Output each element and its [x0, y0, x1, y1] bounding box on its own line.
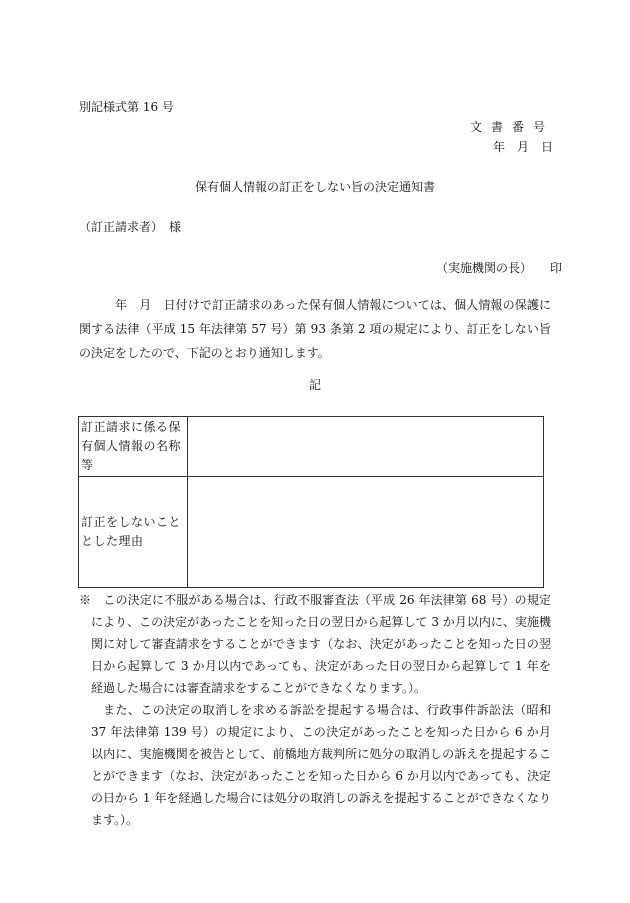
table-row: [79, 417, 544, 477]
lawsuit-note: また、この決定の取消しを求める訴訟を提起する場合は、行政事件訴訟法（昭和 37 年法律第 139 号）の規定により、この決定があったことを知った日から 6 か月以内に、実施機関を被告として、前橋地方裁判所に処分の取消しの訴えを提起することができます（なお、決定があったことを知った日から 6 か月以内であっても、決定の日から 1 年を経過した場合には処分の取消しの訴えを提起することができなくなります。）。: [91, 703, 551, 827]
document-date-label: 年 月 日: [493, 140, 554, 154]
info-table: [78, 416, 544, 588]
table-value: [188, 417, 544, 477]
notice-body: 年 月 日付けで訂正請求のあった保有個人情報については、個人情報の保護に関する法律（平成 15 年法律第 57 号）第 93 条第 2 項の規定により、訂正をしない旨の決定をしたので、下記のとおり通知します。: [79, 298, 551, 360]
document-number-label: 文書番号: [470, 120, 555, 134]
ki-heading: 記: [308, 378, 321, 392]
document-title: 保有個人情報の訂正をしない旨の決定通知書: [194, 180, 435, 194]
notes-section: [79, 589, 551, 831]
table-label: 訂正請求に係る保有個人情報の名称等: [79, 417, 188, 477]
table-label: 訂正をしないこととした理由: [79, 477, 188, 588]
form-number: 別記様式第 16 号: [79, 100, 174, 114]
table-row: [79, 477, 544, 588]
recipient-line: （訂正請求者） 様: [79, 220, 182, 234]
table-value: [188, 477, 544, 588]
sender-line: （実施機関の長） 印: [436, 261, 563, 275]
appeal-note: ※ この決定に不服がある場合は、行政不服審査法（平成 26 年法律第 68 号）の規定により、この決定があったことを知った日の翌日から起算して 3 か月以内に、実施機関に対して審査請求をすることができます（なお、決定があったことを知った日の翌日から起算して 3 か月以内であっても、決定があった日の翌日から起算して 1 年を経過した場合には審査請求をすることができなくなります。）。: [79, 593, 551, 695]
